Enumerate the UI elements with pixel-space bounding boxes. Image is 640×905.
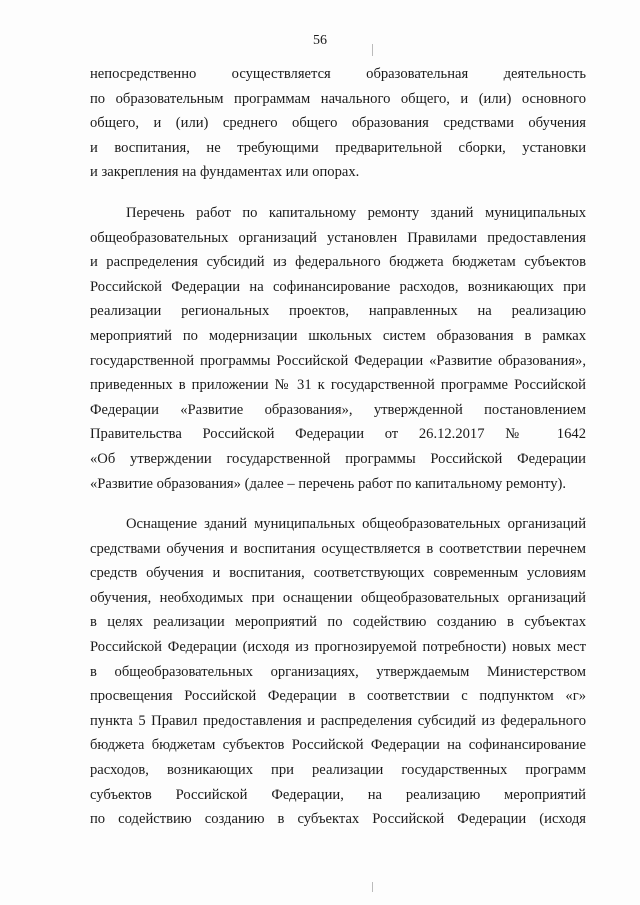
text-line: и воспитания, не требующими предварительной сборки, установки xyxy=(90,139,586,156)
text-line: Оснащение зданий муниципальных общеобразовательных организаций xyxy=(126,516,586,533)
text-line: приведенных в приложении № 31 к государственной программе Российской xyxy=(90,377,586,394)
paragraph-1 xyxy=(90,62,586,185)
text-line: просвещения Российской Федерации в соответствии с подпунктом «г» xyxy=(90,688,586,705)
text-line: Российской Федерации на софинансирование расходов, возникающих при xyxy=(90,278,586,295)
text-line: реализации региональных проектов, направленных на реализацию xyxy=(90,303,586,320)
text-line: и распределения субсидий из федерального бюджета бюджетам субъектов xyxy=(90,254,586,271)
scan-artifact xyxy=(372,44,373,56)
paragraph-gap xyxy=(90,496,586,512)
text-line: обучения, необходимых при оснащении общеобразовательных организаций xyxy=(90,589,586,606)
text-line: общеобразовательных организаций установлен Правилами предоставления xyxy=(90,229,586,246)
text-line: расходов, возникающих при реализации государственных программ xyxy=(90,762,586,779)
text-line: по образовательным программам начального общего, и (или) основного xyxy=(90,90,586,107)
text-line: мероприятий по модернизации школьных систем образования в рамках xyxy=(90,327,586,344)
text-line: Российской Федерации (исходя из прогнозируемой потребности) новых мест xyxy=(90,639,586,656)
text-line: «Развитие образования» (далее – перечень работ по капитальному ремонту). xyxy=(90,475,567,492)
scan-artifact xyxy=(372,882,373,892)
text-line: по содействию созданию в субъектах Российской Федерации (исходя xyxy=(90,811,586,828)
document-body xyxy=(90,62,586,832)
paragraph-3 xyxy=(90,512,586,832)
page-number: 56 xyxy=(313,33,327,48)
text-line: Правительства Российской Федерации от 26.12.2017 № 1642 xyxy=(90,426,586,443)
text-line: и закрепления на фундаментах или опорах. xyxy=(90,164,360,181)
text-line: Перечень работ по капитальному ремонту зданий муниципальных xyxy=(126,204,586,221)
paragraph-2 xyxy=(90,201,586,496)
text-line: непосредственно осуществляется образовательная деятельность xyxy=(90,66,586,82)
text-line: пункта 5 Правил предоставления и распределения субсидий из федерального xyxy=(90,712,586,729)
text-line: Федерации «Развитие образования», утвержденной постановлением xyxy=(90,401,586,418)
text-line: в общеобразовательных организациях, утверждаемым Министерством xyxy=(90,663,586,680)
text-line: в целях реализации мероприятий по содействию созданию в субъектах xyxy=(90,614,586,631)
text-line: средствами обучения и воспитания осуществляется в соответствии перечнем xyxy=(90,540,586,557)
text-line: бюджета бюджетам субъектов Российской Федерации на софинансирование xyxy=(90,737,586,754)
paragraph-gap xyxy=(90,185,586,201)
text-line: общего, и (или) среднего общего образования средствами обучения xyxy=(90,115,586,132)
text-line: субъектов Российской Федерации, на реализацию мероприятий xyxy=(90,786,586,803)
text-line: «Об утверждении государственной программы Российской Федерации xyxy=(90,450,586,467)
text-line: государственной программы Российской Федерации «Развитие образования», xyxy=(90,352,586,369)
text-line: средств обучения и воспитания, соответствующих современным условиям xyxy=(90,565,586,582)
